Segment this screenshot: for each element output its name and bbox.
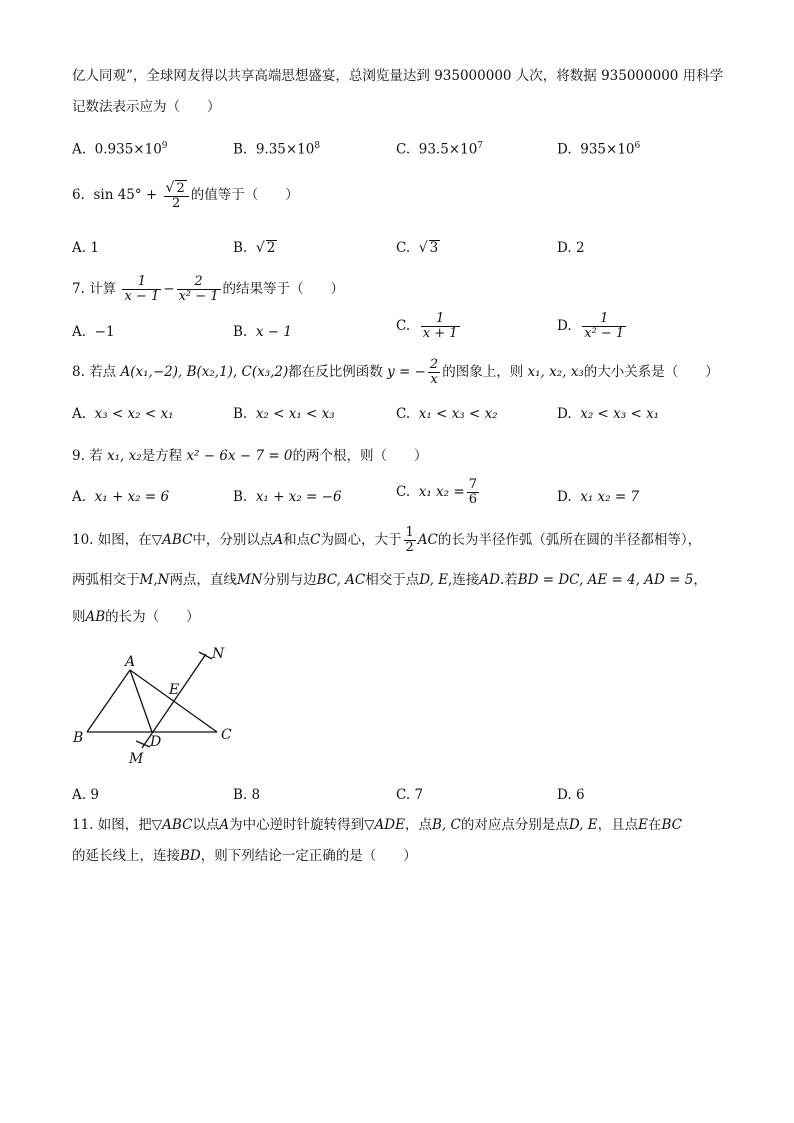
q6-option-b: B. √ 2 (233, 240, 276, 256)
q6-stem: 6. sin 45° + $\frac{√ 2}{2}$ 的值等于（ ） (72, 180, 299, 211)
arc-mark-n (199, 652, 212, 659)
label-c: C (221, 727, 232, 743)
q7-stem: 7. 计算 $\frac{1}{x - 1}$ − $\frac{2}{\text{x² − 1}}$ 的结果等于（ ） (72, 274, 345, 304)
q5-text-line2: 记数法表示应为（ ） (72, 99, 221, 115)
q6-option-c: C. √ 3 (396, 240, 439, 256)
q11-text-line2: 的延长线上，连接BD，则下列结论一定正确的是（ ） (72, 848, 417, 864)
label-m: M (129, 751, 144, 767)
q10-text-line1: 10. 如图，在▽ABC中，分别以点A和点C为圆心，大于 $\frac{1}{2}$ AC的长为半径作弧（弧所在圆的半径都相等）， (72, 525, 702, 555)
q10-text-line2: 两弧相交于M,N两点，直线MN分别与边BC, AC相交于点D, E,连接AD.若BD = DC, AE = 4, AD = 5， (72, 572, 707, 588)
label-a: A (125, 654, 136, 670)
q10-option-a: A. 9 (72, 787, 99, 803)
q7-fraction-1: $\frac{1}{x - 1}$ (124, 274, 160, 304)
q9-option-d: D. x₁ x₂ = 7 (557, 489, 640, 505)
label-e: E (169, 682, 180, 698)
q8-option-c: C. x₁ < x₃ < x₂ (396, 406, 498, 422)
q7-option-b: B. x − 1 (233, 324, 292, 340)
q10-text-line3: 则AB的长为（ ） (72, 609, 200, 625)
q10-geometry-figure (70, 640, 245, 770)
q5-option-a: A. $0.935\times 10^9$ (72, 141, 168, 158)
q7-option-d: D. $\frac{1}{\text{x² − 1}}$ (557, 311, 625, 341)
q7-fraction-2: $\frac{2}{\text{x² − 1}}$ (178, 274, 219, 304)
q8-option-a: A. x₃ < x₂ < x₁ (72, 406, 174, 422)
q9-option-a: A. x₁ + x₂ = 6 (72, 489, 170, 505)
q7-option-c: C. $\frac{1}{x + 1}$ (396, 311, 458, 341)
q10-option-c: C. 7 (396, 787, 424, 803)
q8-option-b: B. x₂ < x₁ < x₃ (233, 406, 335, 422)
segment-ab (87, 670, 130, 732)
q5-option-b: B. $9.35\times 10^8$ (233, 141, 321, 158)
q6-fraction: $\frac{√ 2}{2}$ (164, 180, 189, 211)
label-n: N (212, 646, 225, 662)
segment-ad (130, 670, 152, 732)
q8-option-d: D. x₂ < x₃ < x₁ (557, 406, 660, 422)
label-b: B (73, 730, 84, 746)
q11-text-line1: 11. 如图，把▽ABC以点A为中心逆时针旋转得到▽ADE，点B, C的对应点分别是点D, E，且点E在BC (72, 817, 682, 833)
q5-text-line1: 亿人同观”，全球网友得以共享高端思想盛宴，总浏览量达到 935000000 人次，将数据 935000000 用科学 (72, 68, 724, 84)
q6-option-a: A. 1 (72, 240, 99, 256)
label-d: D (150, 734, 162, 750)
q9-option-c: C. x₁ x₂ = $\frac{7}{6}$ (396, 477, 477, 507)
q9-stem: 9. 若 x₁, x₂是方程 x² − 6x − 7 = 0的两个根，则（ ） (72, 448, 428, 464)
q8-stem: 8. 若点 A(x₁,−2), B(x₂,1), C(x₃,2)都在反比例函数 y = − $\frac{2}{x}$ 的图象上，则 x₁, x₂, x₃的大小关系是（ ） (72, 357, 719, 387)
q7-option-a: A. −1 (72, 324, 115, 340)
q5-option-c: C. $93.5\times 10^7$ (396, 141, 484, 158)
q10-option-d: D. 6 (557, 787, 585, 803)
q5-option-d: D. $935\times 10^6$ (557, 141, 641, 158)
q10-option-b: B. 8 (233, 787, 261, 803)
q6-option-d: D. 2 (557, 240, 585, 256)
q9-option-b: B. x₁ + x₂ = −6 (233, 489, 342, 505)
